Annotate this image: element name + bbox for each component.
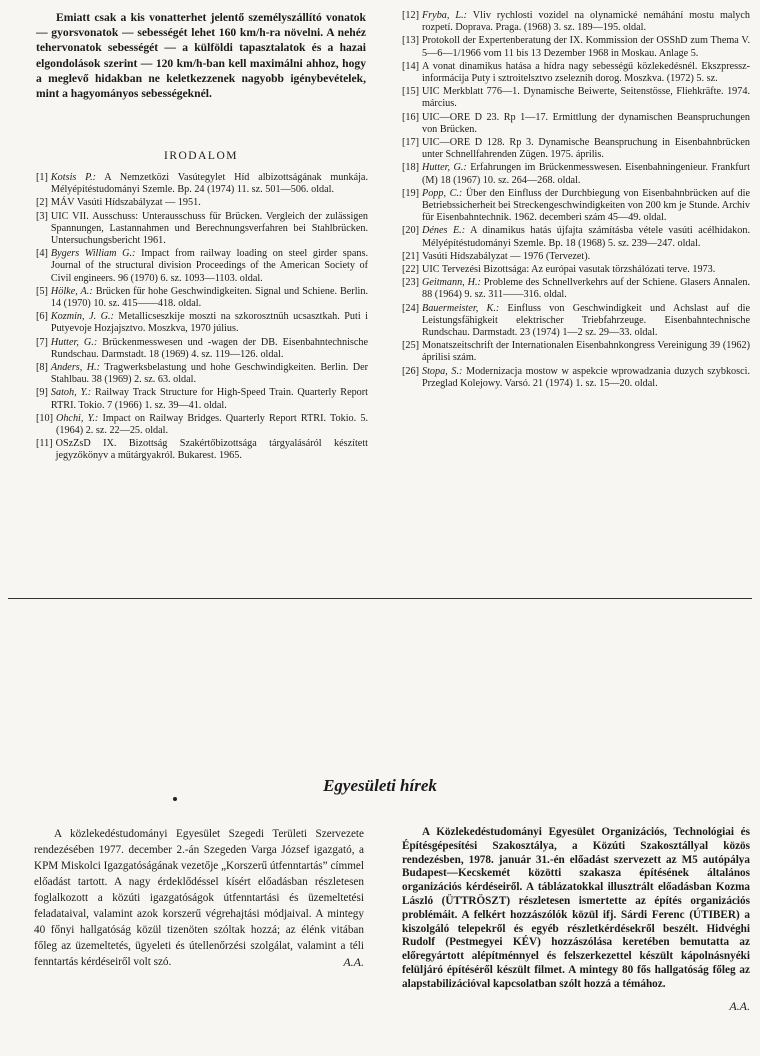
reference-text: Metallicseszkije moszti na szkorosztnüh ucsasztkah. Puti i Putyevoje Hozjajsztvo. Moszkva, 1970 július. (50, 311, 368, 335)
news-article-left-text: A közlekedéstudományi Egyesület Szegedi Területi Szervezete rendezésében 1977. december 2.-án Szegeden Varga József igazgató, a KPM Miskolci Igazgatóságának vezetője „Korszerű útfenntartás” címmel előadást tartott. A nagy érdeklődéssel kísért előadásban részletesen foglalkozott a közúti igazgatóságok útfenntartási és üzemeltetési feladataival, valamint azok korszerű végrehajtási módjaival. A mintegy 40 főnyi hallgatóság közül tizenöten szóltak hozzá; az élénk vitában főleg az üzemeltetés, ügyeleti és útellenőrzési szolgálat, valamint a téli fenntartás kérdéseiről volt szó. (34, 828, 364, 968)
reference-body (51, 211, 368, 248)
reference-number: [23] (402, 277, 419, 289)
reference-author: Anders, H.: (50, 362, 100, 374)
reference-text: Einfluss von Geschwindigkeit und Achslast auf die Leistungsfähigkeit elektrischer Triebfahrzeuge. Eisenbahntechnische Rundschau. Darmstadt. 23 (1974) 1—2 sz. 29—33. oldal. (421, 302, 750, 339)
news-article-left-signature: A.A. (343, 955, 364, 969)
reference-text: Monatszeitschrift der Internationalen Eisenbahnkongress Vereinigung 39 (1962) áprilisi szám. (421, 340, 750, 364)
reference-text: UIC—ORE D 23. Rp 1—17. Ermittlung der dynamischen Beanspruchungen von Brücken. (421, 111, 750, 135)
reference-item (402, 137, 750, 161)
reference-text: Railway Track Structure for High-Speed Train. Quarterly Report RTRI. Tokio. 7 (1966) 1. sz. 39—41. oldal. (50, 387, 369, 411)
reference-number: [1] (36, 172, 48, 183)
reference-item (36, 337, 368, 361)
news-article-right-text: A Közlekedéstudományi Egyesület Organizációs, Technológiai és Építésgépesítési Szakosztálya, a Közúti Szakosztállyal közös rendezésben, 1978. január 31.-én előadást szervezett az M5 autópálya Budapest—Kecskemét közötti szakasza építésének általános organizációs kérdéseiről. A táblázatokkal illusztrált előadásban Kozma László (ÜTTRÖSZT) részletesen ismertette az építés organizációs problémáit. A felkért hozzászólók közül ifj. Sárdi Ferenc (ÚTIBER) a kiszolgáló telepekről és egyéb részletkérdésekről beszélt. Hidvéghi Rudolf (Pestmegyei KÉV) hozzászólása keretében bemutatta az előregyártott alépítménnyel és felszerkezettel készült kápolnásnyéki felüljáró építéséről készült filmet. A mintegy 80 fős hallgatóság főleg az alapstabilizációval kapcsolatban szólt hozzá a témához. (402, 826, 750, 990)
reference-author: Geitmann, H.: (421, 277, 481, 289)
reference-number: [26] (402, 365, 419, 377)
reference-text: UIC Tervezési Bizottsága: Az európai vasutak törzshálózati terve. 1973. (421, 264, 716, 276)
reference-item (36, 248, 368, 285)
reference-number: [5] (36, 285, 48, 297)
reference-number: [12] (402, 10, 419, 21)
reference-item (402, 86, 750, 110)
reference-number: [8] (36, 362, 48, 374)
news-article-right (402, 826, 750, 1013)
reference-item (402, 162, 750, 186)
reference-text: Über den Einfluss der Durchbiegung von Eisenbahnbrücken auf die Betriebssicherheit bei Streckengeschwindigkeiten von 200 km je Stunde. Archiv für Eisenbahntechnik. 1962. decemberi szám 45—49. oldal. (421, 187, 750, 224)
news-article-left (34, 826, 364, 970)
reference-item (402, 251, 750, 263)
reference-body (422, 251, 750, 263)
reference-number: [21] (402, 250, 419, 262)
decorative-dot (173, 797, 177, 801)
reference-item (402, 277, 750, 301)
reference-author: Ohchi, Y.: (55, 412, 99, 424)
reference-item (402, 366, 750, 390)
reference-number: [6] (36, 311, 48, 323)
reference-item (402, 10, 750, 34)
reference-item (402, 225, 750, 249)
references-list-left (36, 172, 368, 464)
reference-body (422, 61, 750, 85)
reference-text: A Nemzetközi Vasútegylet Híd albizottságának munkája. Mélyépítéstudományi Szemle. Bp. 24 (1974) 11. sz. 501—506. oldal. (50, 172, 368, 196)
reference-text: UIC—ORE D 128. Rp 3. Dynamische Beanspruchung in Eisenbahnbrücken unter Schnellfahrenden Zügen. 1975. április. (421, 137, 750, 161)
reference-text: Brückenmesswesen und -wagen der DB. Eisenbahntechnische Rundschau. Darmstadt. 18 (1969) 4. sz. 119—126. oldal. (50, 336, 369, 360)
reference-item (402, 264, 750, 276)
reference-body (422, 225, 750, 249)
reference-body (56, 413, 368, 437)
reference-body (422, 340, 750, 364)
reference-body (422, 162, 750, 186)
reference-body (422, 86, 750, 110)
reference-number: [17] (402, 137, 419, 149)
reference-item (402, 340, 750, 364)
reference-body (422, 35, 750, 59)
reference-number: [15] (402, 86, 419, 98)
reference-item (402, 303, 750, 340)
reference-number: [11] (36, 438, 53, 450)
reference-author: Stopa, S.: (421, 365, 463, 377)
references-heading: IRODALOM (164, 150, 238, 162)
reference-text: Brücken für hohe Geschwindigkeiten. Signal und Schiene. Berlin. 14 (1970) 10. sz. 415——418. oldal. (50, 285, 368, 310)
reference-author: Kotsis P.: (50, 172, 97, 183)
reference-author: Hutter, G.: (50, 336, 98, 348)
reference-number: [14] (402, 60, 419, 72)
reference-text: Tragwerksbelastung und hohe Geschwindigkeiten. Berlin. Der Stahlbau. 38 (1969) 2. sz. 63. oldal. (50, 362, 368, 386)
reference-body (51, 362, 368, 386)
reference-body (422, 264, 750, 276)
reference-body (422, 366, 750, 390)
news-section-title: Egyesületi hírek (323, 776, 437, 795)
reference-author: Hutter, G.: (421, 162, 467, 174)
reference-number: [4] (36, 248, 48, 260)
reference-body (51, 337, 368, 361)
reference-number: [7] (36, 336, 48, 348)
reference-text: Protokoll der Expertenberatung der IX. Kommission der OSShD zum Thema V. 5—6—1/1966 vom 11 bis 13 Dezember 1968 in Moskau. Anlage 5. (421, 35, 750, 59)
reference-text: Probleme des Schnellverkehrs auf der Schiene. Glasers Annalen. 88 (1964) 9. sz. 311——316. oldal. (421, 277, 750, 301)
reference-item (402, 112, 750, 136)
reference-item (36, 362, 368, 386)
reference-number: [3] (36, 210, 48, 222)
reference-body (51, 387, 368, 411)
reference-body (422, 188, 750, 225)
reference-body (422, 277, 750, 301)
reference-text: Vliv rychlosti vozidel na olynamické nemáhání mostu malych rozpetí. Doprava. Praga. (1968) 3. sz. 189—195. oldal. (421, 10, 750, 34)
reference-text: Vasúti Hídszabályzat — 1976 (Tervezet). (421, 250, 591, 262)
reference-text: UIC Merkblatt 776—1. Dynamische Beiwerte, Seitenstösse, Fliehkräfte. 1974. március. (421, 86, 750, 110)
reference-body (422, 112, 750, 136)
reference-body (422, 137, 750, 161)
news-article-right-signature: A.A. (729, 998, 750, 1013)
reference-item (402, 188, 750, 225)
reference-body (51, 172, 368, 196)
reference-item (36, 438, 368, 462)
references-list-right (402, 10, 750, 391)
reference-number: [25] (402, 340, 419, 352)
section-divider (8, 598, 752, 599)
reference-item (36, 387, 368, 411)
reference-author: Fryba, L.: (421, 10, 468, 21)
reference-text: UIC VII. Ausschuss: Unterausschuss für Brücken. Vergleich der zulässigen Spannungen, Lastannahmen und Berechnungsverfahren bei Stahlbrücken. Untersuchungsbericht 1961. (50, 210, 368, 247)
reference-body (51, 311, 368, 335)
reference-author: Hölke, A.: (50, 285, 93, 297)
reference-body (56, 438, 368, 462)
reference-author: Bygers William G.: (50, 248, 136, 260)
reference-item (36, 197, 368, 209)
reference-item (36, 172, 368, 196)
reference-body (51, 197, 368, 209)
reference-number: [24] (402, 302, 419, 314)
reference-body (51, 286, 368, 310)
reference-number: [9] (36, 387, 48, 399)
reference-author: Satoh, Y.: (50, 387, 92, 399)
reference-item (36, 286, 368, 310)
reference-item (36, 413, 368, 437)
reference-author: Dénes E.: (421, 225, 466, 237)
reference-text: Impact on Railway Bridges. Quarterly Report RTRI. Tokio. 5. (1964) 2. sz. 22—25. oldal. (55, 412, 369, 437)
reference-number: [13] (402, 35, 419, 47)
intro-paragraph (36, 10, 366, 101)
reference-item (402, 61, 750, 85)
intro-text: Emiatt csak a kis vonatterhet jelentő személyszállító vonatok — gyorsvonatok — sebességét lehet 160 km/h-ra növelni. A nehéz tehervonatok sebességét — a külföldi tapasztalatok és a hazai elgondolások szerint — 120 km/h-ban kell maximálni ahhoz, hogy a meglevő hidakban ne keletkezzenek nagyobb igénybevételek, mint a hagyományos sebességeknél. (36, 11, 366, 101)
reference-body (422, 303, 750, 340)
reference-number: [2] (36, 197, 48, 209)
reference-body (422, 10, 750, 34)
reference-number: [20] (402, 225, 419, 237)
reference-body (51, 248, 368, 285)
reference-author: Bauermeister, K.: (421, 302, 500, 314)
reference-number: [22] (402, 264, 419, 276)
reference-text: A dinamikus hatás újfajta számításba vétele vasúti acélhidakon. Mélyépítéstudományi Szemle. Bp. 18 (1968) 5. sz. 239—247. oldal. (421, 225, 750, 249)
reference-item (402, 35, 750, 59)
reference-number: [18] (402, 162, 419, 174)
reference-text: MÁV Vasúti Hídszabályzat — 1951. (50, 197, 201, 209)
reference-item (36, 211, 368, 248)
reference-text: OSzZsD IX. Bizottság Szakértőbizottsága tárgyalásáról készített jegyzőkönyv a műtárgyakról. Bukarest. 1965. (55, 438, 368, 462)
reference-author: Kozmin, J. G.: (50, 311, 114, 323)
reference-number: [19] (402, 187, 419, 199)
reference-number: [10] (36, 412, 53, 424)
reference-text: Erfahrungen im Brückenmesswesen. Eisenbahningenieur. Frankfurt (M) 18 (1967) 10. sz. 264—268. oldal. (421, 162, 750, 186)
reference-text: Impact from railway loading on steel girder spans. Journal of the structural division Proceedings of the American Society of Civil engineers. 96 (1970) 6. sz. 1093—1103. oldal. (50, 248, 368, 284)
reference-author: Popp, C.: (421, 187, 463, 199)
reference-number: [16] (402, 111, 419, 123)
reference-text: Modernizacja mostow w aspekcie wprowadzania duzych szybkosci. Przeglad Kolejowy. Varsó. 21 (1974) 1. sz. 15—20. oldal. (421, 365, 751, 389)
reference-item (36, 311, 368, 335)
reference-text: A vonat dinamikus hatása a hídra nagy sebességű közlekedésnél. Ekszpressz-informácija Puty i sztroitelsztvo zseleznih dorog. Moszkva. (1972) 5. sz. (421, 60, 750, 85)
